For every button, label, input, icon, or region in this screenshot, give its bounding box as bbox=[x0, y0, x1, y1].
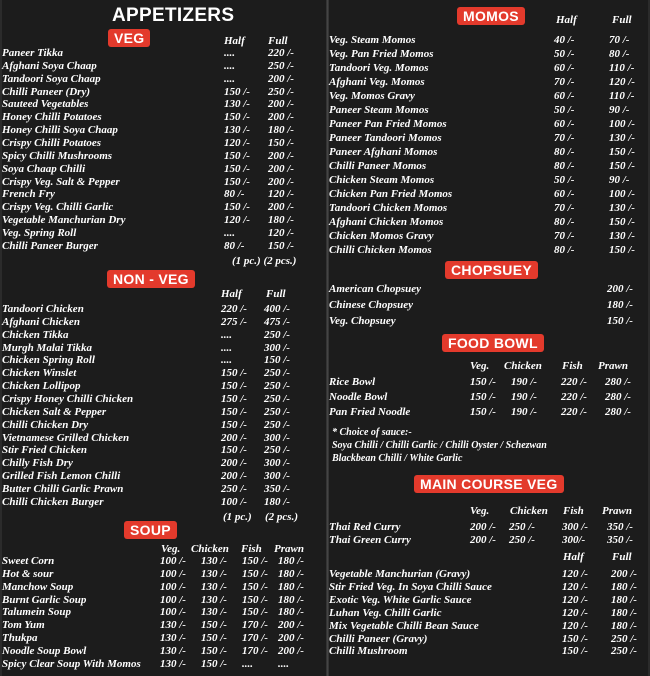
price-fish: 170 /- bbox=[242, 632, 268, 645]
price-chicken: 150 /- bbox=[201, 657, 227, 670]
price-chicken: 190 /- bbox=[511, 376, 537, 388]
item-name: Chilli Paneer Burger bbox=[2, 239, 98, 252]
price-half: 150 /- bbox=[221, 380, 247, 393]
price-full: 150 /- bbox=[609, 146, 635, 158]
price-half: 275 /- bbox=[221, 315, 247, 328]
price-fish: 150 /- bbox=[242, 555, 268, 567]
mc-header-half: Half bbox=[563, 551, 584, 563]
price-veg: 100 /- bbox=[160, 580, 186, 593]
price-full: 90 /- bbox=[609, 104, 630, 116]
price-prawn: 280 /- bbox=[605, 391, 631, 403]
item-name: Veg. Steam Momos bbox=[329, 34, 416, 46]
item-name: Thai Red Curry bbox=[329, 521, 401, 533]
price-full: 220 /- bbox=[268, 47, 294, 59]
item-name: Paneer Tikka bbox=[2, 47, 63, 59]
price-prawn: 350 /- bbox=[607, 534, 633, 546]
item-name: Chicken Pan Fried Momos bbox=[329, 188, 453, 200]
price-fish: 220 /- bbox=[561, 391, 587, 403]
item-name: Afghani Soya Chaap bbox=[2, 59, 97, 72]
item-name: Stir Fried Veg. In Soya Chilli Sauce bbox=[329, 580, 492, 593]
price-fish: 170 /- bbox=[242, 644, 268, 657]
price-full: 300 /- bbox=[264, 470, 290, 483]
veg-header-half: Half bbox=[224, 35, 245, 47]
item-name: Chilli Paneer (Gravy) bbox=[329, 632, 428, 645]
food-bowl-header-chicken: Chicken bbox=[504, 360, 542, 372]
price-full: 250 /- bbox=[264, 405, 290, 418]
price-full: 200 /- bbox=[268, 111, 294, 124]
item-name: Luhan Veg. Chilli Garlic bbox=[329, 606, 442, 619]
price-half: 70 /- bbox=[554, 132, 575, 144]
price-full: 150 /- bbox=[609, 160, 635, 172]
price-veg: 100 /- bbox=[160, 593, 186, 606]
price-half: 220 /- bbox=[221, 303, 247, 315]
price-full: 120 /- bbox=[268, 226, 294, 239]
item-name: Crispy Veg. Salt & Pepper bbox=[2, 175, 120, 188]
food-bowl-badge: FOOD BOWL bbox=[442, 334, 544, 352]
item-name: Pan Fried Noodle bbox=[329, 406, 411, 418]
price-half: 120 /- bbox=[562, 568, 588, 580]
item-name: Sweet Corn bbox=[2, 555, 55, 567]
price-half: 120 /- bbox=[562, 580, 588, 593]
item-name: Tandoori Chicken bbox=[2, 303, 84, 315]
price-full: 250 /- bbox=[611, 632, 637, 645]
price-half: 150 /- bbox=[562, 645, 588, 658]
item-name: Veg. Spring Roll bbox=[2, 226, 77, 239]
price-veg: 100 /- bbox=[160, 606, 186, 619]
item-name: French Fry bbox=[2, 188, 55, 201]
item-name: Tandoori Veg. Momos bbox=[329, 62, 429, 74]
item-name: Chilli Mushroom bbox=[329, 645, 408, 658]
price: 150 /- bbox=[607, 315, 633, 327]
price-half: 60 /- bbox=[554, 62, 575, 74]
item-name: Vegetable Manchurian Dry bbox=[2, 214, 126, 227]
price-chicken: 190 /- bbox=[511, 391, 537, 403]
soup-header-chicken: Chicken bbox=[191, 543, 229, 555]
price-full: 150 /- bbox=[268, 239, 294, 252]
sauce-note-title: * Choice of sauce:- bbox=[332, 427, 412, 438]
price-half: 150 /- bbox=[221, 405, 247, 418]
price-half: 150 /- bbox=[224, 201, 250, 214]
mc-header-veg: Veg. bbox=[470, 505, 490, 517]
price-half: .... bbox=[221, 341, 232, 354]
price-veg: 200 /- bbox=[470, 534, 496, 546]
item-name: Thukpa bbox=[2, 632, 38, 645]
price-prawn: 200 /- bbox=[278, 632, 304, 645]
price-full: 250 /- bbox=[268, 85, 294, 98]
price-full: 200 /- bbox=[611, 568, 637, 580]
price-full: 250 /- bbox=[264, 392, 290, 405]
price-half: 100 /- bbox=[221, 495, 247, 508]
price-half: 150 /- bbox=[221, 418, 247, 431]
price-full: 180 /- bbox=[264, 495, 290, 508]
price-prawn: 200 /- bbox=[278, 619, 304, 632]
price-full: 120 /- bbox=[268, 188, 294, 201]
item-name: Grilled Fish Lemon Chilli bbox=[2, 470, 121, 483]
price-full: 350 /- bbox=[264, 482, 290, 495]
price-full: 180 /- bbox=[611, 619, 637, 632]
price-fish: 300/- bbox=[562, 534, 586, 546]
item-name: Vegetable Manchurian (Gravy) bbox=[329, 568, 471, 580]
item-name: Honey Chilli Potatoes bbox=[2, 111, 102, 124]
item-name: Chilli Chicken Burger bbox=[2, 495, 104, 508]
price-half: .... bbox=[224, 47, 235, 59]
nonveg-badge: NON - VEG bbox=[107, 270, 195, 288]
price: 180 /- bbox=[607, 299, 633, 311]
item-name: Thai Green Curry bbox=[329, 534, 411, 546]
item-name: Tom Yum bbox=[2, 619, 45, 632]
item-name: Paneer Tandoori Momos bbox=[329, 132, 442, 144]
price-fish: .... bbox=[242, 657, 253, 670]
price-chicken: 190 /- bbox=[511, 406, 537, 418]
price-full: 200 /- bbox=[268, 72, 294, 85]
price-fish: 300 /- bbox=[562, 521, 588, 533]
chopsuey-badge: CHOPSUEY bbox=[445, 261, 538, 279]
price-half: 80 /- bbox=[554, 146, 575, 158]
nonveg-header-half: Half bbox=[221, 288, 242, 300]
price-full: 400 /- bbox=[264, 303, 290, 315]
price-full: 100 /- bbox=[609, 188, 635, 200]
price-chicken: 150 /- bbox=[201, 644, 227, 657]
item-name: Vietnamese Grilled Chicken bbox=[2, 431, 130, 444]
price-half: 130 /- bbox=[224, 124, 250, 137]
item-name: Hot & sour bbox=[2, 567, 54, 580]
price-half: 250 /- bbox=[221, 482, 247, 495]
price-chicken: 130 /- bbox=[201, 606, 227, 619]
price-half: 150 /- bbox=[221, 444, 247, 457]
price-half: 150 /- bbox=[224, 162, 250, 175]
item-name: Afghani Chicken bbox=[2, 315, 80, 328]
item-name: Exotic Veg. White Garlic Sauce bbox=[329, 593, 472, 606]
price-veg: 150 /- bbox=[470, 406, 496, 418]
price-full: 180 /- bbox=[611, 580, 637, 593]
item-name: Chicken Winslet bbox=[2, 367, 77, 380]
item-name: Tandoori Chicken Momos bbox=[329, 202, 448, 214]
price-chicken: 250 /- bbox=[509, 521, 535, 533]
item-name: Noodle Bowl bbox=[329, 391, 388, 403]
price-full: 150 /- bbox=[268, 136, 294, 149]
price-full: 250 /- bbox=[264, 380, 290, 393]
price-chicken: 130 /- bbox=[201, 555, 227, 567]
food-bowl-header-fish: Fish bbox=[562, 360, 583, 372]
price-full: 200 /- bbox=[268, 149, 294, 162]
price-half: .... bbox=[224, 72, 235, 85]
item-name: Honey Chilli Soya Chaap bbox=[2, 124, 118, 137]
right-column bbox=[329, 0, 650, 676]
main-course-veg-badge: MAIN COURSE VEG bbox=[414, 475, 564, 493]
price-full: 100 /- bbox=[609, 118, 635, 130]
veg-header-full: Full bbox=[268, 35, 288, 47]
price-half: 130 /- bbox=[224, 98, 250, 111]
item-name: Crispy Honey Chilli Chicken bbox=[2, 392, 134, 405]
price-full: 300 /- bbox=[264, 341, 290, 354]
price-half: 150 /- bbox=[224, 111, 250, 124]
price-full: 200 /- bbox=[268, 175, 294, 188]
item-name: Veg. Pan Fried Momos bbox=[329, 48, 434, 60]
price-half: .... bbox=[224, 59, 235, 72]
price-half: 50 /- bbox=[554, 48, 575, 60]
item-name: Crispy Veg. Chilli Garlic bbox=[2, 201, 114, 214]
price-prawn: 350 /- bbox=[607, 521, 633, 533]
mc-header-prawn: Prawn bbox=[602, 505, 632, 517]
item-name: Manchow Soup bbox=[2, 580, 74, 593]
price-fish: 220 /- bbox=[561, 406, 587, 418]
price-half: 200 /- bbox=[221, 470, 247, 483]
price-veg: 130 /- bbox=[160, 644, 186, 657]
price-half: 150 /- bbox=[224, 149, 250, 162]
item-name: American Chopsuey bbox=[329, 283, 421, 295]
price-full: 250 /- bbox=[264, 367, 290, 380]
price-fish: 170 /- bbox=[242, 619, 268, 632]
price-full: 130 /- bbox=[609, 202, 635, 214]
item-name: Chilli Chicken Dry bbox=[2, 418, 89, 431]
item-name: Chilly Fish Dry bbox=[2, 457, 73, 470]
price-half: 70 /- bbox=[554, 230, 575, 242]
veg-burger-note: (1 pc.) (2 pcs.) bbox=[232, 255, 297, 267]
price-prawn: 200 /- bbox=[278, 644, 304, 657]
price-half: 120 /- bbox=[562, 619, 588, 632]
item-name: Chilli Paneer (Dry) bbox=[2, 85, 90, 98]
item-name: Chinese Chopsuey bbox=[329, 299, 414, 311]
price-fish: 150 /- bbox=[242, 593, 268, 606]
price-half: 80 /- bbox=[224, 188, 245, 201]
item-name: Paneer Pan Fried Momos bbox=[329, 118, 447, 130]
price-half: 70 /- bbox=[554, 76, 575, 88]
price-full: 80 /- bbox=[609, 48, 630, 60]
price-half: 80 /- bbox=[554, 244, 575, 256]
item-name: Afghani Veg. Momos bbox=[329, 76, 425, 88]
price-half: .... bbox=[224, 226, 235, 239]
mc-header-full: Full bbox=[612, 551, 632, 563]
item-name: Mix Vegetable Chilli Bean Sauce bbox=[329, 619, 479, 632]
item-name: Veg. Chopsuey bbox=[329, 315, 396, 327]
price-half: 150 /- bbox=[224, 85, 250, 98]
price-chicken: 150 /- bbox=[201, 619, 227, 632]
item-name: Chicken Tikka bbox=[2, 328, 69, 341]
price-fish: 150 /- bbox=[242, 567, 268, 580]
price-full: 70 /- bbox=[609, 34, 630, 46]
price-chicken: 250 /- bbox=[509, 534, 535, 546]
price-full: 250 /- bbox=[264, 444, 290, 457]
price-veg: 100 /- bbox=[160, 567, 186, 580]
price-half: .... bbox=[221, 328, 232, 341]
price-chicken: 130 /- bbox=[201, 580, 227, 593]
price-half: .... bbox=[221, 354, 232, 367]
price-full: 300 /- bbox=[264, 431, 290, 444]
food-bowl-header-veg: Veg. bbox=[470, 360, 490, 372]
price-full: 110 /- bbox=[609, 62, 635, 74]
nonveg-burger-note-half: (1 pc.) bbox=[223, 511, 252, 523]
item-name: Stir Fried Chicken bbox=[2, 444, 87, 457]
price-full: 120 /- bbox=[609, 76, 635, 88]
price-half: 80 /- bbox=[554, 216, 575, 228]
price-prawn: 180 /- bbox=[278, 567, 304, 580]
price-full: 130 /- bbox=[609, 132, 635, 144]
price-half: 60 /- bbox=[554, 188, 575, 200]
price-chicken: 150 /- bbox=[201, 632, 227, 645]
price-full: 300 /- bbox=[264, 457, 290, 470]
sauce-note-line1: Soya Chilli / Chilli Garlic / Chilli Oyster / Schezwan bbox=[332, 440, 547, 451]
item-name: Talumein Soup bbox=[2, 606, 71, 619]
price-prawn: 180 /- bbox=[278, 580, 304, 593]
price-full: 200 /- bbox=[268, 162, 294, 175]
item-name: Noodle Soup Bowl bbox=[2, 644, 87, 657]
sauce-note-line2: Blackbean Chilli / White Garlic bbox=[332, 453, 463, 464]
price-fish: 150 /- bbox=[242, 580, 268, 593]
soup-header-veg: Veg. bbox=[161, 543, 181, 555]
price-half: 50 /- bbox=[554, 104, 575, 116]
price-full: 475 /- bbox=[264, 315, 290, 328]
price-prawn: 180 /- bbox=[278, 555, 304, 567]
price-full: 250 /- bbox=[268, 59, 294, 72]
price-full: 130 /- bbox=[609, 230, 635, 242]
price-half: 150 /- bbox=[221, 392, 247, 405]
price-full: 150 /- bbox=[609, 244, 635, 256]
price-veg: 150 /- bbox=[470, 376, 496, 388]
item-name: Rice Bowl bbox=[329, 376, 376, 388]
item-name: Chilli Chicken Momos bbox=[329, 244, 432, 256]
price-veg: 130 /- bbox=[160, 619, 186, 632]
price-half: 60 /- bbox=[554, 90, 575, 102]
price-half: 150 /- bbox=[224, 175, 250, 188]
price-half: 120 /- bbox=[562, 606, 588, 619]
nonveg-burger-note-full: (2 pcs.) bbox=[265, 511, 298, 523]
price-veg: 150 /- bbox=[470, 391, 496, 403]
price-half: 120 /- bbox=[562, 593, 588, 606]
price-half: 120 /- bbox=[224, 214, 250, 227]
price-full: 150 /- bbox=[264, 354, 290, 367]
price-fish: 220 /- bbox=[561, 376, 587, 388]
soup-header-fish: Fish bbox=[241, 543, 262, 555]
price-full: 200 /- bbox=[268, 201, 294, 214]
price-half: 40 /- bbox=[554, 34, 575, 46]
price-half: 200 /- bbox=[221, 457, 247, 470]
item-name: Sauteed Vegetables bbox=[2, 98, 89, 111]
soup-header-prawn: Prawn bbox=[274, 543, 304, 555]
item-name: Butter Chilli Garlic Prawn bbox=[2, 482, 124, 495]
item-name: Chicken Steam Momos bbox=[329, 174, 435, 186]
momos-badge: MOMOS bbox=[457, 7, 525, 25]
price-half: 60 /- bbox=[554, 118, 575, 130]
price-full: 110 /- bbox=[609, 90, 635, 102]
price-full: 180 /- bbox=[611, 606, 637, 619]
price-full: 250 /- bbox=[611, 645, 637, 658]
food-bowl-header-prawn: Prawn bbox=[598, 360, 628, 372]
price-fish: 150 /- bbox=[242, 606, 268, 619]
item-name: Murgh Malai Tikka bbox=[2, 341, 93, 354]
price-half: 200 /- bbox=[221, 431, 247, 444]
price-full: 250 /- bbox=[264, 328, 290, 341]
price-veg: 130 /- bbox=[160, 632, 186, 645]
price-full: 90 /- bbox=[609, 174, 630, 186]
item-name: Crispy Chilli Potatoes bbox=[2, 136, 102, 149]
price-veg: 200 /- bbox=[470, 521, 496, 533]
price-half: 80 /- bbox=[224, 239, 245, 252]
veg-badge: VEG bbox=[108, 29, 150, 47]
nonveg-header-full: Full bbox=[266, 288, 286, 300]
item-name: Afghani Chicken Momos bbox=[329, 216, 444, 228]
item-name: Soya Chaap Chilli bbox=[2, 162, 86, 175]
item-name: Chicken Momos Gravy bbox=[329, 230, 434, 242]
item-name: Chilli Paneer Momos bbox=[329, 160, 427, 172]
appetizers-title: APPETIZERS bbox=[112, 5, 235, 26]
item-name: Spicy Clear Soup With Momos bbox=[2, 657, 141, 670]
item-name: Chicken Spring Roll bbox=[2, 354, 95, 367]
price-prawn: 280 /- bbox=[605, 406, 631, 418]
price-veg: 100 /- bbox=[160, 555, 186, 567]
price-full: 150 /- bbox=[609, 216, 635, 228]
momos-header-full: Full bbox=[612, 14, 632, 26]
price-half: 70 /- bbox=[554, 202, 575, 214]
price: 200 /- bbox=[607, 283, 633, 295]
price-veg: 130 /- bbox=[160, 657, 186, 670]
item-name: Chicken Salt & Pepper bbox=[2, 405, 107, 418]
item-name: Spicy Chilli Mushrooms bbox=[2, 149, 113, 162]
price-half: 150 /- bbox=[221, 367, 247, 380]
price-full: 180 /- bbox=[268, 214, 294, 227]
item-name: Burnt Garlic Soup bbox=[2, 593, 87, 606]
item-name: Tandoori Soya Chaap bbox=[2, 72, 101, 85]
item-name: Veg. Momos Gravy bbox=[329, 90, 415, 102]
price-full: 250 /- bbox=[264, 418, 290, 431]
price-prawn: 180 /- bbox=[278, 593, 304, 606]
item-name: Chicken Lollipop bbox=[2, 380, 81, 393]
soup-badge: SOUP bbox=[124, 521, 177, 539]
price-full: 180 /- bbox=[268, 124, 294, 137]
price-prawn: 180 /- bbox=[278, 606, 304, 619]
price-half: 150 /- bbox=[562, 632, 588, 645]
price-prawn: .... bbox=[278, 657, 289, 670]
mc-header-fish: Fish bbox=[563, 505, 584, 517]
price-full: 180 /- bbox=[611, 593, 637, 606]
price-full: 200 /- bbox=[268, 98, 294, 111]
momos-header-half: Half bbox=[556, 14, 577, 26]
price-chicken: 130 /- bbox=[201, 593, 227, 606]
price-half: 80 /- bbox=[554, 160, 575, 172]
price-prawn: 280 /- bbox=[605, 376, 631, 388]
price-half: 50 /- bbox=[554, 174, 575, 186]
mc-header-chicken: Chicken bbox=[510, 505, 548, 517]
item-name: Paneer Afghani Momos bbox=[329, 146, 438, 158]
price-chicken: 130 /- bbox=[201, 567, 227, 580]
price-half: 120 /- bbox=[224, 136, 250, 149]
item-name: Paneer Steam Momos bbox=[329, 104, 429, 116]
